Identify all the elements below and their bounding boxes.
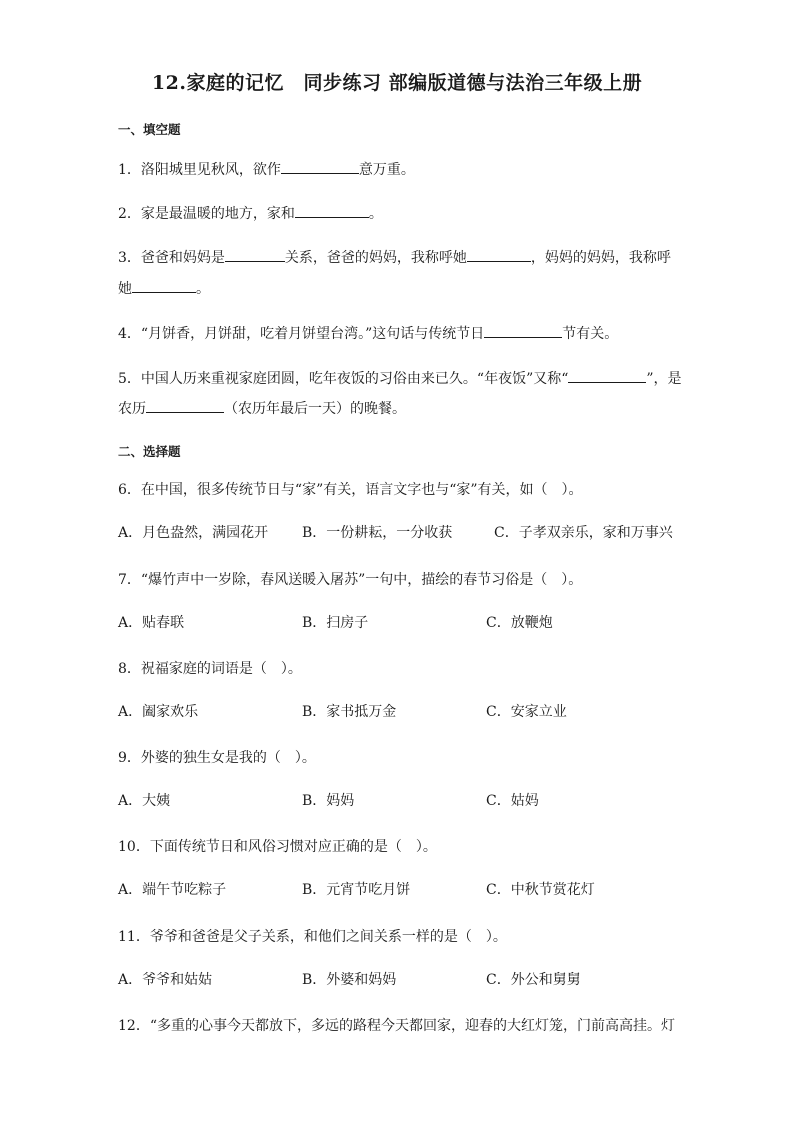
option-a: A．大姨 (118, 793, 171, 809)
question-1 (118, 157, 678, 183)
option-b: B．妈妈 (302, 793, 355, 809)
option-a: A．爷爷和姑姑 (118, 972, 213, 988)
answer-blank (295, 203, 369, 218)
option-c: C．姑妈 (486, 793, 539, 809)
section-heading-fill: 一、填空题 (118, 122, 181, 137)
answer-blank (484, 323, 562, 338)
question-3-text: 她 (118, 281, 132, 297)
question-8: 8．祝福家庭的词语是（ ）。 (118, 661, 302, 677)
answer-blank (568, 368, 646, 383)
question-12: 12．“多重的心事今天都放下，多远的路程今天都回家，迎春的大红灯笼，门前高高挂。灯 (118, 1018, 675, 1034)
question-4-text-before: 4．“月饼香，月饼甜，吃着月饼望台湾。”这句话与传统节日 (118, 326, 485, 342)
option-c: C．放鞭炮 (486, 615, 553, 631)
option-b: B．元宵节吃月饼 (302, 882, 411, 898)
question-4 (118, 321, 678, 347)
question-7: 7．“爆竹声中一岁除，春风送暖入屠苏”一句中，描绘的春节习俗是（ ）。 (118, 572, 583, 588)
question-5-text: 农历 (118, 401, 146, 417)
question-6: 6．在中国，很多传统节日与“家”有关，语言文字也与“家”有关，如（ ）。 (118, 482, 583, 498)
question-2-text-after: 。 (368, 206, 383, 222)
answer-blank (225, 247, 285, 262)
question-3-text: 3．爸爸和妈妈是 (118, 250, 225, 266)
section-heading-choice: 二、选择题 (118, 444, 181, 459)
question-9: 9．外婆的独生女是我的（ ）。 (118, 750, 316, 766)
question-3-text: ，妈妈的妈妈，我称呼 (530, 250, 671, 266)
option-a: A．贴春联 (118, 615, 185, 631)
question-1-text-before: 1．洛阳城里见秋风，欲作 (118, 162, 281, 178)
question-11: 11．爷爷和爸爸是父子关系，和他们之间关系一样的是（ ）。 (118, 929, 507, 945)
option-a: A．端午节吃粽子 (118, 882, 227, 898)
question-5-text: 5．中国人历来重视家庭团圆，吃年夜饭的习俗由来已久。“年夜饭”又称“ (118, 371, 569, 387)
question-3-text: 关系，爸爸的妈妈，我称呼她 (284, 250, 467, 266)
question-3-line-1 (118, 245, 678, 271)
question-2 (118, 201, 678, 227)
question-5-text: ”，是 (646, 371, 682, 387)
question-5-text: （农历年最后一天）的晚餐。 (224, 401, 406, 417)
answer-blank (467, 247, 531, 262)
option-a: A．阖家欢乐 (118, 704, 199, 720)
question-5-line-1 (118, 366, 682, 392)
option-a: A．月色盎然，满园花开 (118, 525, 269, 541)
question-1-text-after: 意万重。 (358, 162, 415, 178)
question-2-text-before: 2．家是最温暖的地方，家和 (118, 206, 295, 222)
question-4-text-after: 节有关。 (562, 326, 619, 342)
answer-blank (132, 278, 196, 293)
option-b: B．一份耕耘，一分收获 (302, 525, 453, 541)
option-c: C．外公和舅舅 (486, 972, 581, 988)
answer-blank (281, 159, 359, 174)
page-title: 12.家庭的记忆 同步练习 部编版道德与法治三年级上册 (151, 72, 643, 94)
question-3-text: 。 (196, 281, 210, 297)
question-5-line-2 (118, 396, 678, 422)
option-c: C．中秋节赏花灯 (486, 882, 595, 898)
option-b: B．外婆和妈妈 (302, 972, 397, 988)
option-b: B．家书抵万金 (302, 704, 397, 720)
option-c: C．子孝双亲乐，家和万事兴 (494, 525, 673, 541)
question-10: 10．下面传统节日和风俗习惯对应正确的是（ ）。 (118, 839, 437, 855)
question-3-line-2 (118, 276, 678, 302)
option-c: C．安家立业 (486, 704, 567, 720)
answer-blank (146, 398, 224, 413)
option-b: B．扫房子 (302, 615, 369, 631)
